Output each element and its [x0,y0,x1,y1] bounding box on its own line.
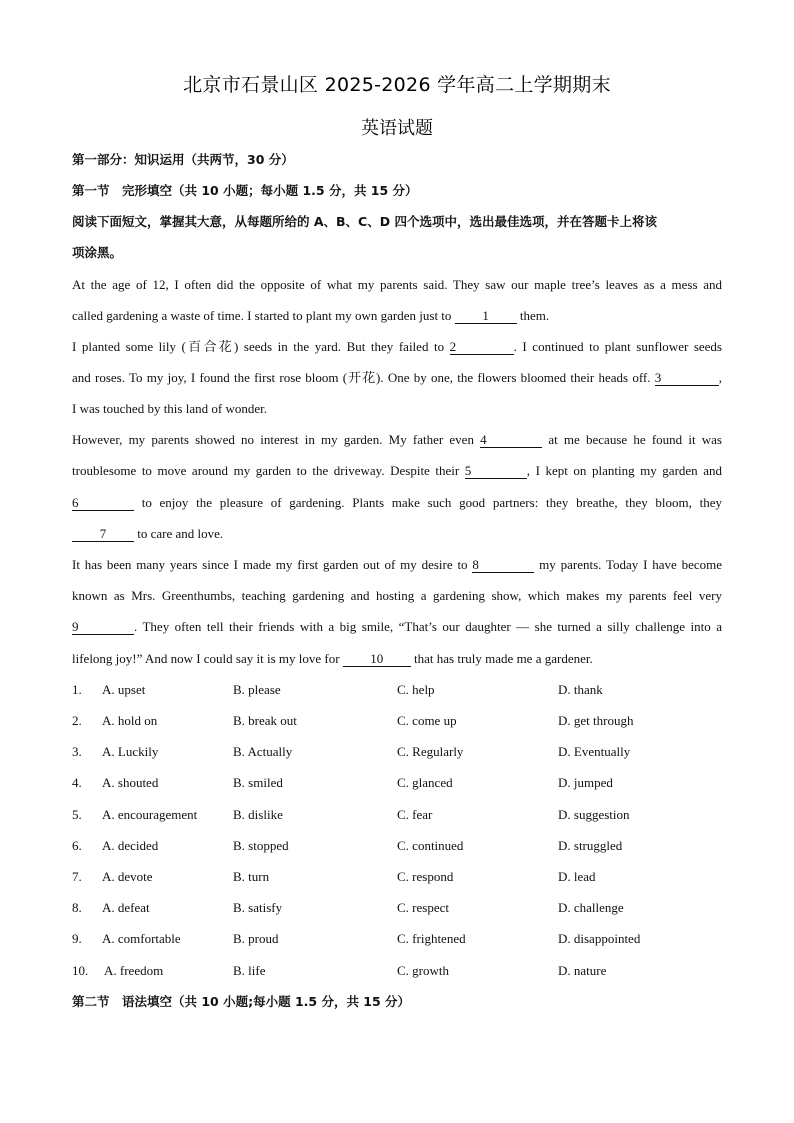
option-d: D. challenge [558,900,624,915]
cloze-blank-4: 4 [480,433,542,448]
option-a: A. upset [102,682,146,697]
passage-line [72,557,722,573]
option-a: A. comfortable [102,931,181,946]
passage-text: It has been many years since I made my first garden out of my desire to [72,557,473,572]
option-d: D. nature [558,963,607,978]
option-d: D. get through [558,713,634,728]
passage-text: them. [516,308,550,323]
passage-text: my parents. Today I have become [534,557,722,572]
option-a: A. shouted [102,775,159,790]
cloze-blank-7: 7 [72,527,134,542]
option-c: C. glanced [397,775,453,790]
instruction-line-1: 阅读下面短文，掌握其大意，从每题所给的 A、B、C、D 四个选项中，选出最佳选项，并在答题卡上将该 [72,214,657,229]
instruction-line-2: 项涂黑。 [72,245,123,260]
option-c: C. respond [397,869,454,884]
option-d: D. thank [558,682,603,697]
cloze-blank-9: 9 [72,620,134,635]
passage-text: at me because he found it was [542,432,722,447]
question-number: 8. [72,900,82,915]
option-c: C. Regularly [397,744,464,759]
part1-heading: 第一部分：知识运用（共两节，30 分） [72,152,294,167]
option-b: B. turn [233,869,270,884]
option-c: C. frightened [397,931,466,946]
option-c: C. growth [397,963,449,978]
question-number: 7. [72,869,82,884]
passage-text: . I continued to plant sunflower seeds [513,339,722,354]
passage-line [72,277,722,293]
question-number: 10. [72,963,89,978]
option-d: D. jumped [558,775,613,790]
option-d: D. disappointed [558,931,641,946]
passage-line [72,370,722,386]
option-b: B. proud [233,931,279,946]
option-b: B. please [233,682,281,697]
passage-text: However, my parents showed no interest in my garden. My father even [72,432,481,447]
option-a: A. freedom [104,963,164,978]
option-b: B. smiled [233,775,283,790]
cloze-blank-5: 5 [465,464,527,479]
passage-line [72,526,722,542]
question-number: 3. [72,744,82,759]
option-d: D. Eventually [558,744,631,759]
option-b: B. break out [233,713,297,728]
cloze-blank-8: 8 [472,558,534,573]
passage-line [72,432,722,448]
option-d: D. struggled [558,838,623,853]
passage-text: I planted some lily (百合花) seeds in the yard. But they failed to [72,339,450,354]
option-a: A. devote [102,869,153,884]
question-number: 2. [72,713,82,728]
passage-line [72,619,722,635]
option-c: C. help [397,682,435,697]
passage-text: , I kept on planting my garden and [526,463,722,478]
question-number: 1. [72,682,82,697]
exam-subtitle: 英语试题 [361,118,433,139]
cloze-blank-10: 10 [343,652,411,667]
option-c: C. respect [397,900,449,915]
option-d: D. suggestion [558,807,630,822]
passage-line [72,308,722,324]
passage-line [72,588,722,604]
option-a: A. hold on [102,713,158,728]
option-a: A. decided [102,838,159,853]
passage-text: that has truly made me a gardener. [410,651,593,666]
question-number: 4. [72,775,82,790]
passage-text: and roses. To my joy, I found the first rose bloom (开花). One by one, the flowers bloomed their heads off. [72,370,655,385]
option-a: A. Luckily [102,744,159,759]
option-b: B. satisfy [233,900,283,915]
passage-line [72,339,722,355]
passage-text: lifelong joy!” And now I could say it is my love for [72,651,343,666]
passage-line [72,651,722,667]
option-b: B. life [233,963,266,978]
section1-heading: 第一节 完形填空（共 10 小题；每小题 1.5 分，共 15 分） [72,183,418,198]
cloze-blank-1: 1 [455,309,517,324]
question-number: 6. [72,838,82,853]
option-c: C. come up [397,713,457,728]
passage-text: called gardening a waste of time. I started to plant my own garden just to [72,308,455,323]
question-number: 5. [72,807,82,822]
passage-line [72,463,722,479]
passage-line [72,401,722,417]
cloze-blank-6: 6 [72,496,134,511]
passage-text: . They often tell their friends with a big smile, “That’s our daughter — she turned a silly challenge into a [134,619,722,634]
option-b: B. stopped [233,838,289,853]
option-a: A. defeat [102,900,150,915]
passage-text: I was touched by this land of wonder. [72,401,267,416]
option-b: B. dislike [233,807,283,822]
passage-text: , [718,370,722,385]
passage-text: to care and love. [134,526,224,541]
passage-text: At the age of 12, I often did the opposite of what my parents said. They saw our maple tree’s leaves as a mess and [72,277,722,292]
option-c: C. fear [397,807,433,822]
question-number: 9. [72,931,82,946]
exam-title: 北京市石景山区 2025-2026 学年高二上学期期末 [183,74,611,96]
cloze-blank-3: 3 [655,371,719,386]
passage-line [72,495,722,511]
option-b: B. Actually [233,744,293,759]
option-a: A. encouragement [102,807,198,822]
cloze-blank-2: 2 [450,340,514,355]
passage-text: to enjoy the pleasure of gardening. Plants make such good partners: they breathe, they bloom, they [134,495,722,510]
option-d: D. lead [558,869,596,884]
section2-heading: 第二节 语法填空（共 10 小题;每小题 1.5 分，共 15 分） [72,994,411,1009]
option-c: C. continued [397,838,464,853]
passage-text: troublesome to move around my garden to the driveway. Despite their [72,463,465,478]
passage-text: known as Mrs. Greenthumbs, teaching gardening and hosting a gardening show, which makes my parents feel very [72,588,722,603]
